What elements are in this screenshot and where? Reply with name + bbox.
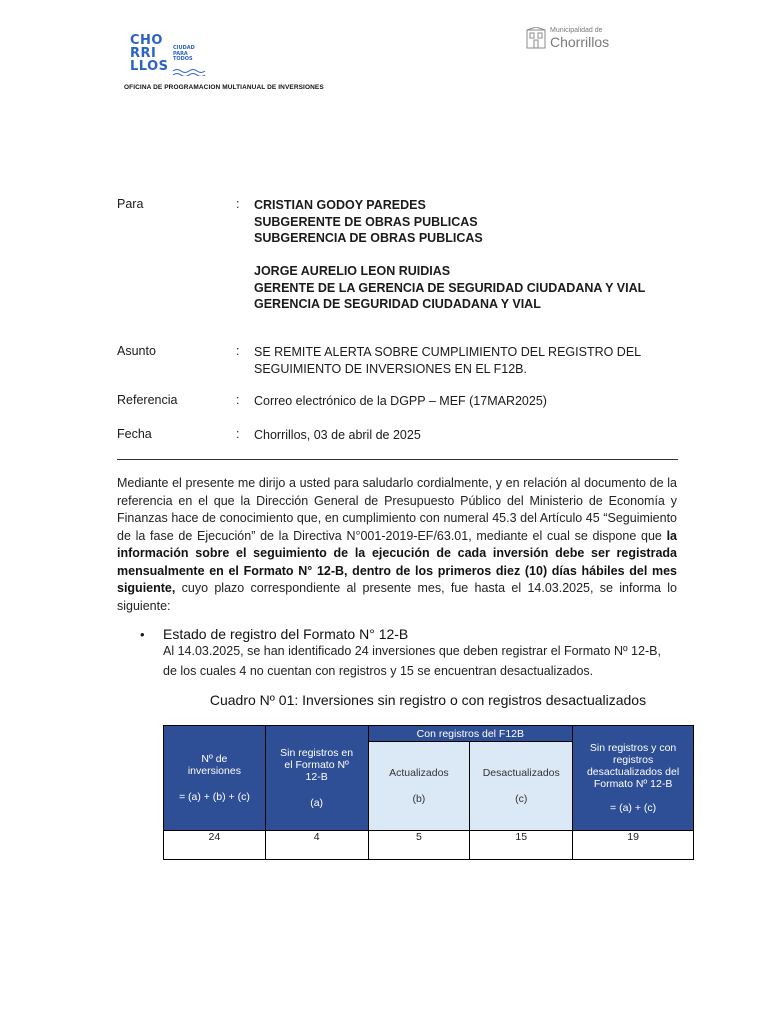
asunto-text: SE REMITE ALERTA SOBRE CUMPLIMIENTO DEL REGISTRO DEL SEGUIMIENTO DE INVERSIONES EN EL F12B.: [254, 345, 642, 376]
fecha-label: Fecha: [117, 427, 152, 441]
building-icon: [526, 27, 546, 49]
muni-label-big: Chorrillos: [550, 34, 610, 50]
col-updated: Actualizados (b): [368, 742, 470, 831]
fecha-text: Chorrillos, 03 de abril de 2025: [254, 428, 421, 442]
logo-word-3: LLOS: [130, 59, 169, 74]
col-total-investments: Nº de inversiones = (a) + (b) + (c): [164, 726, 266, 831]
recipient-2: JORGE AURELIO LEON RUIDIAS GERENTE DE LA GERENCIA DE SEGURIDAD CIUDADANA Y VIAL GERENCIA DE SEGURIDAD CIUDADANA Y VIAL: [254, 264, 646, 311]
cell-outdated: 15: [470, 831, 573, 860]
asunto-label: Asunto: [117, 344, 156, 358]
cell-no-or-outdated: 19: [573, 831, 694, 860]
logo-word-2: RRI: [130, 46, 157, 61]
bullet-icon: •: [140, 627, 145, 642]
table-caption: Cuadro Nº 01: Inversiones sin registro o con registros desactualizados: [209, 692, 647, 708]
chorrillos-logo: [130, 34, 220, 80]
divider: [117, 459, 678, 460]
table-row: [164, 831, 694, 860]
body-paragraph: Mediante el presente me dirijo a usted para saludarlo cordialmente, y en relación al documento de la referencia en el que la Dirección General de Presupuesto Público del Ministerio de Economía y Finanzas hace de conocimiento que, en cumplimiento con numeral 45.3 del Artículo 45 “Seguimiento de la fase de Ejecución” de la Directiva N°001-2019-EF/63.01, mediante el cual se dispone que la información sobre el seguimiento de la ejecución de cada inversión debe ser registrada mensualmente en el Formato N° 12-B, dentro de los primeros diez (10) días hábiles del mes siguiente, cuyo plazo correspondiente al presente mes, fue hasta el 14.03.2025, se informa lo siguiente:: [117, 476, 677, 613]
col-no-or-outdated: Sin registros y con registros desactualizados del Formato Nº 12-B = (a) + (c): [573, 726, 694, 831]
fecha-colon: :: [236, 427, 240, 441]
investments-table: [163, 725, 694, 860]
col-outdated: Desactualizados (c): [470, 742, 573, 831]
highlight-text: la información sobre el seguimiento de la ejecución de cada inversión debe ser registrada mensualmente en el Formato N° 12-B, dentro de los primeros diez (10) días hábiles del mes siguiente,: [117, 528, 677, 595]
referencia-label: Referencia: [117, 393, 178, 407]
asunto-colon: :: [236, 344, 240, 358]
col-no-records: Sin registros en el Formato Nº 12-B (a): [265, 726, 368, 831]
office-name: OFICINA DE PROGRAMACION MULTIANUAL DE INVERSIONES: [124, 84, 324, 91]
referencia-text: Correo electrónico de la DGPP – MEF (17MAR2025): [254, 394, 547, 408]
muni-label-small: Municipalidad de: [550, 27, 603, 34]
recipient-1: CRISTIAN GODOY PAREDES SUBGERENTE DE OBRAS PUBLICAS SUBGERENCIA DE OBRAS PUBLICAS: [254, 198, 483, 245]
logo-tagline: CIUDAD PARA TODOS: [173, 46, 209, 81]
wave-icon: [173, 68, 209, 76]
para-label: Para: [117, 197, 144, 211]
municipality-logo: [526, 26, 609, 50]
para-colon: :: [236, 197, 240, 211]
section-text: Al 14.03.2025, se han identificado 24 inversiones que deben registrar el Formato Nº 12-B, de los cuales 4 no cuentan con registros y 15 se encuentran desactualizados.: [163, 644, 661, 678]
referencia-colon: :: [236, 393, 240, 407]
section-title: Estado de registro del Formato N° 12-B: [163, 626, 409, 642]
cell-total: 24: [164, 831, 266, 860]
cell-updated: 5: [368, 831, 470, 860]
col-group-with-records: Con registros del F12B: [368, 726, 573, 742]
cell-no-records: 4: [265, 831, 368, 860]
logo-word-1: CHO: [130, 33, 163, 48]
